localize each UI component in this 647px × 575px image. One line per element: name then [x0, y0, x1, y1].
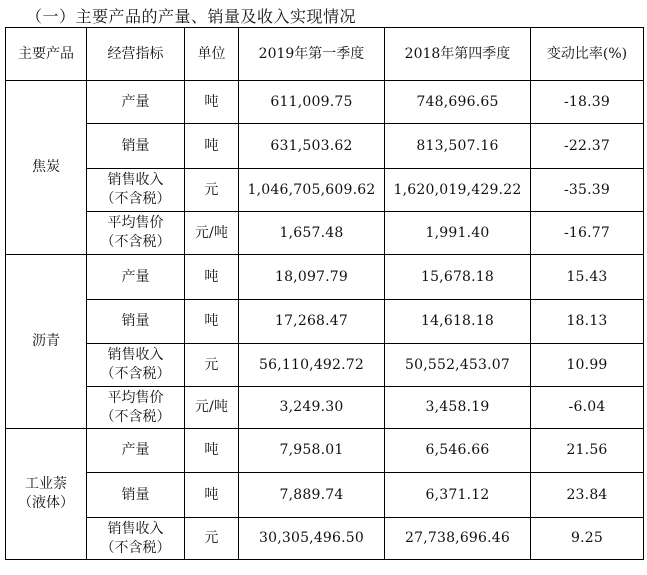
value-2019-q1-cell: 1,046,705,609.62	[239, 169, 385, 212]
table-row	[6, 344, 644, 387]
change-rate-cell: -22.37	[531, 124, 644, 169]
change-rate-cell: 21.56	[531, 429, 644, 473]
product-name-cell	[6, 81, 87, 255]
table-row	[6, 212, 644, 255]
unit-cell: 元/吨	[185, 212, 239, 255]
value-2018-q4-cell: 27,738,696.46	[385, 518, 531, 560]
header-change-rate: 变动比率(%)	[531, 28, 644, 81]
header-2018-q4: 2018年第四季度	[385, 28, 531, 81]
metric-cell	[87, 169, 185, 212]
table-row	[6, 300, 644, 344]
change-rate-cell: -16.77	[531, 212, 644, 255]
metric-label-line: （不含税）	[100, 191, 171, 207]
table-row	[6, 518, 644, 560]
value-2019-q1-cell: 3,249.30	[239, 387, 385, 429]
value-2018-q4-cell: 748,696.65	[385, 81, 531, 124]
change-rate-cell: -18.39	[531, 81, 644, 124]
header-product: 主要产品	[6, 28, 87, 81]
unit-cell: 吨	[185, 473, 239, 518]
metric-cell	[87, 473, 185, 518]
product-name-line: （液体）	[18, 495, 74, 511]
change-rate-cell: -35.39	[531, 169, 644, 212]
value-2018-q4-cell: 14,618.18	[385, 300, 531, 344]
value-2019-q1-cell: 631,503.62	[239, 124, 385, 169]
change-rate-cell: 15.43	[531, 255, 644, 300]
value-2019-q1-cell: 7,889.74	[239, 473, 385, 518]
metric-cell	[87, 518, 185, 560]
table-row	[6, 124, 644, 169]
metric-cell	[87, 212, 185, 255]
unit-cell: 吨	[185, 124, 239, 169]
unit-cell: 元	[185, 169, 239, 212]
metric-label-line: （不含税）	[100, 366, 171, 382]
metric-label-line: （不含税）	[100, 408, 171, 425]
metric-cell	[87, 255, 185, 300]
change-rate-cell: -6.04	[531, 387, 644, 429]
metric-label-line: 销售收入	[107, 520, 164, 537]
metric-cell	[87, 81, 185, 124]
metric-cell	[87, 124, 185, 169]
product-name-line: 工业萘	[25, 476, 67, 492]
product-name-cell	[6, 255, 87, 429]
table-row	[6, 429, 644, 473]
value-2018-q4-cell: 1,620,019,429.22	[385, 169, 531, 212]
metric-label-line: （不含税）	[100, 539, 171, 556]
table-row	[6, 473, 644, 518]
header-row	[6, 28, 644, 81]
products-table	[5, 27, 644, 560]
unit-cell: 吨	[185, 255, 239, 300]
unit-cell: 吨	[185, 81, 239, 124]
unit-cell: 元	[185, 344, 239, 387]
product-name-cell	[6, 429, 87, 560]
value-2018-q4-cell: 1,991.40	[385, 212, 531, 255]
value-2019-q1-cell: 30,305,496.50	[239, 518, 385, 560]
value-2018-q4-cell: 15,678.18	[385, 255, 531, 300]
metric-cell	[87, 387, 185, 429]
table-body	[6, 81, 644, 560]
metric-label-line: 产量	[121, 442, 150, 458]
product-name-line: 沥青	[32, 333, 60, 349]
value-2019-q1-cell: 1,657.48	[239, 212, 385, 255]
unit-cell: 元	[185, 518, 239, 560]
value-2019-q1-cell: 611,009.75	[239, 81, 385, 124]
metric-label-line: 销量	[121, 486, 150, 503]
header-unit: 单位	[185, 28, 239, 81]
metric-cell	[87, 429, 185, 473]
table-row	[6, 387, 644, 429]
value-2018-q4-cell: 50,552,453.07	[385, 344, 531, 387]
table-row	[6, 169, 644, 212]
metric-label-line: 平均售价	[107, 389, 164, 406]
change-rate-cell: 9.25	[531, 518, 644, 560]
value-2018-q4-cell: 813,507.16	[385, 124, 531, 169]
unit-cell: 吨	[185, 429, 239, 473]
value-2018-q4-cell: 6,371.12	[385, 473, 531, 518]
metric-label-line: 产量	[121, 93, 150, 110]
metric-label-line: 销售收入	[107, 347, 164, 363]
header-2019-q1: 2019年第一季度	[239, 28, 385, 81]
value-2018-q4-cell: 3,458.19	[385, 387, 531, 429]
value-2018-q4-cell: 6,546.66	[385, 429, 531, 473]
change-rate-cell: 10.99	[531, 344, 644, 387]
metric-label-line: 销量	[121, 313, 150, 329]
value-2019-q1-cell: 17,268.47	[239, 300, 385, 344]
metric-label-line: 销量	[121, 137, 150, 154]
metric-cell	[87, 344, 185, 387]
metric-label-line: 平均售价	[107, 215, 164, 231]
change-rate-cell: 23.84	[531, 473, 644, 518]
table-row	[6, 255, 644, 300]
metric-label-line: （不含税）	[100, 234, 171, 250]
value-2019-q1-cell: 18,097.79	[239, 255, 385, 300]
value-2019-q1-cell: 56,110,492.72	[239, 344, 385, 387]
value-2019-q1-cell: 7,958.01	[239, 429, 385, 473]
section-heading: （一）主要产品的产量、销量及收入实现情况	[26, 7, 357, 26]
metric-label-line: 销售收入	[107, 172, 164, 188]
table-row	[6, 81, 644, 124]
unit-cell: 元/吨	[185, 387, 239, 429]
change-rate-cell: 18.13	[531, 300, 644, 344]
header-metric: 经营指标	[87, 28, 185, 81]
product-name-line: 焦炭	[32, 159, 60, 175]
metric-cell	[87, 300, 185, 344]
metric-label-line: 产量	[121, 268, 150, 285]
unit-cell: 吨	[185, 300, 239, 344]
